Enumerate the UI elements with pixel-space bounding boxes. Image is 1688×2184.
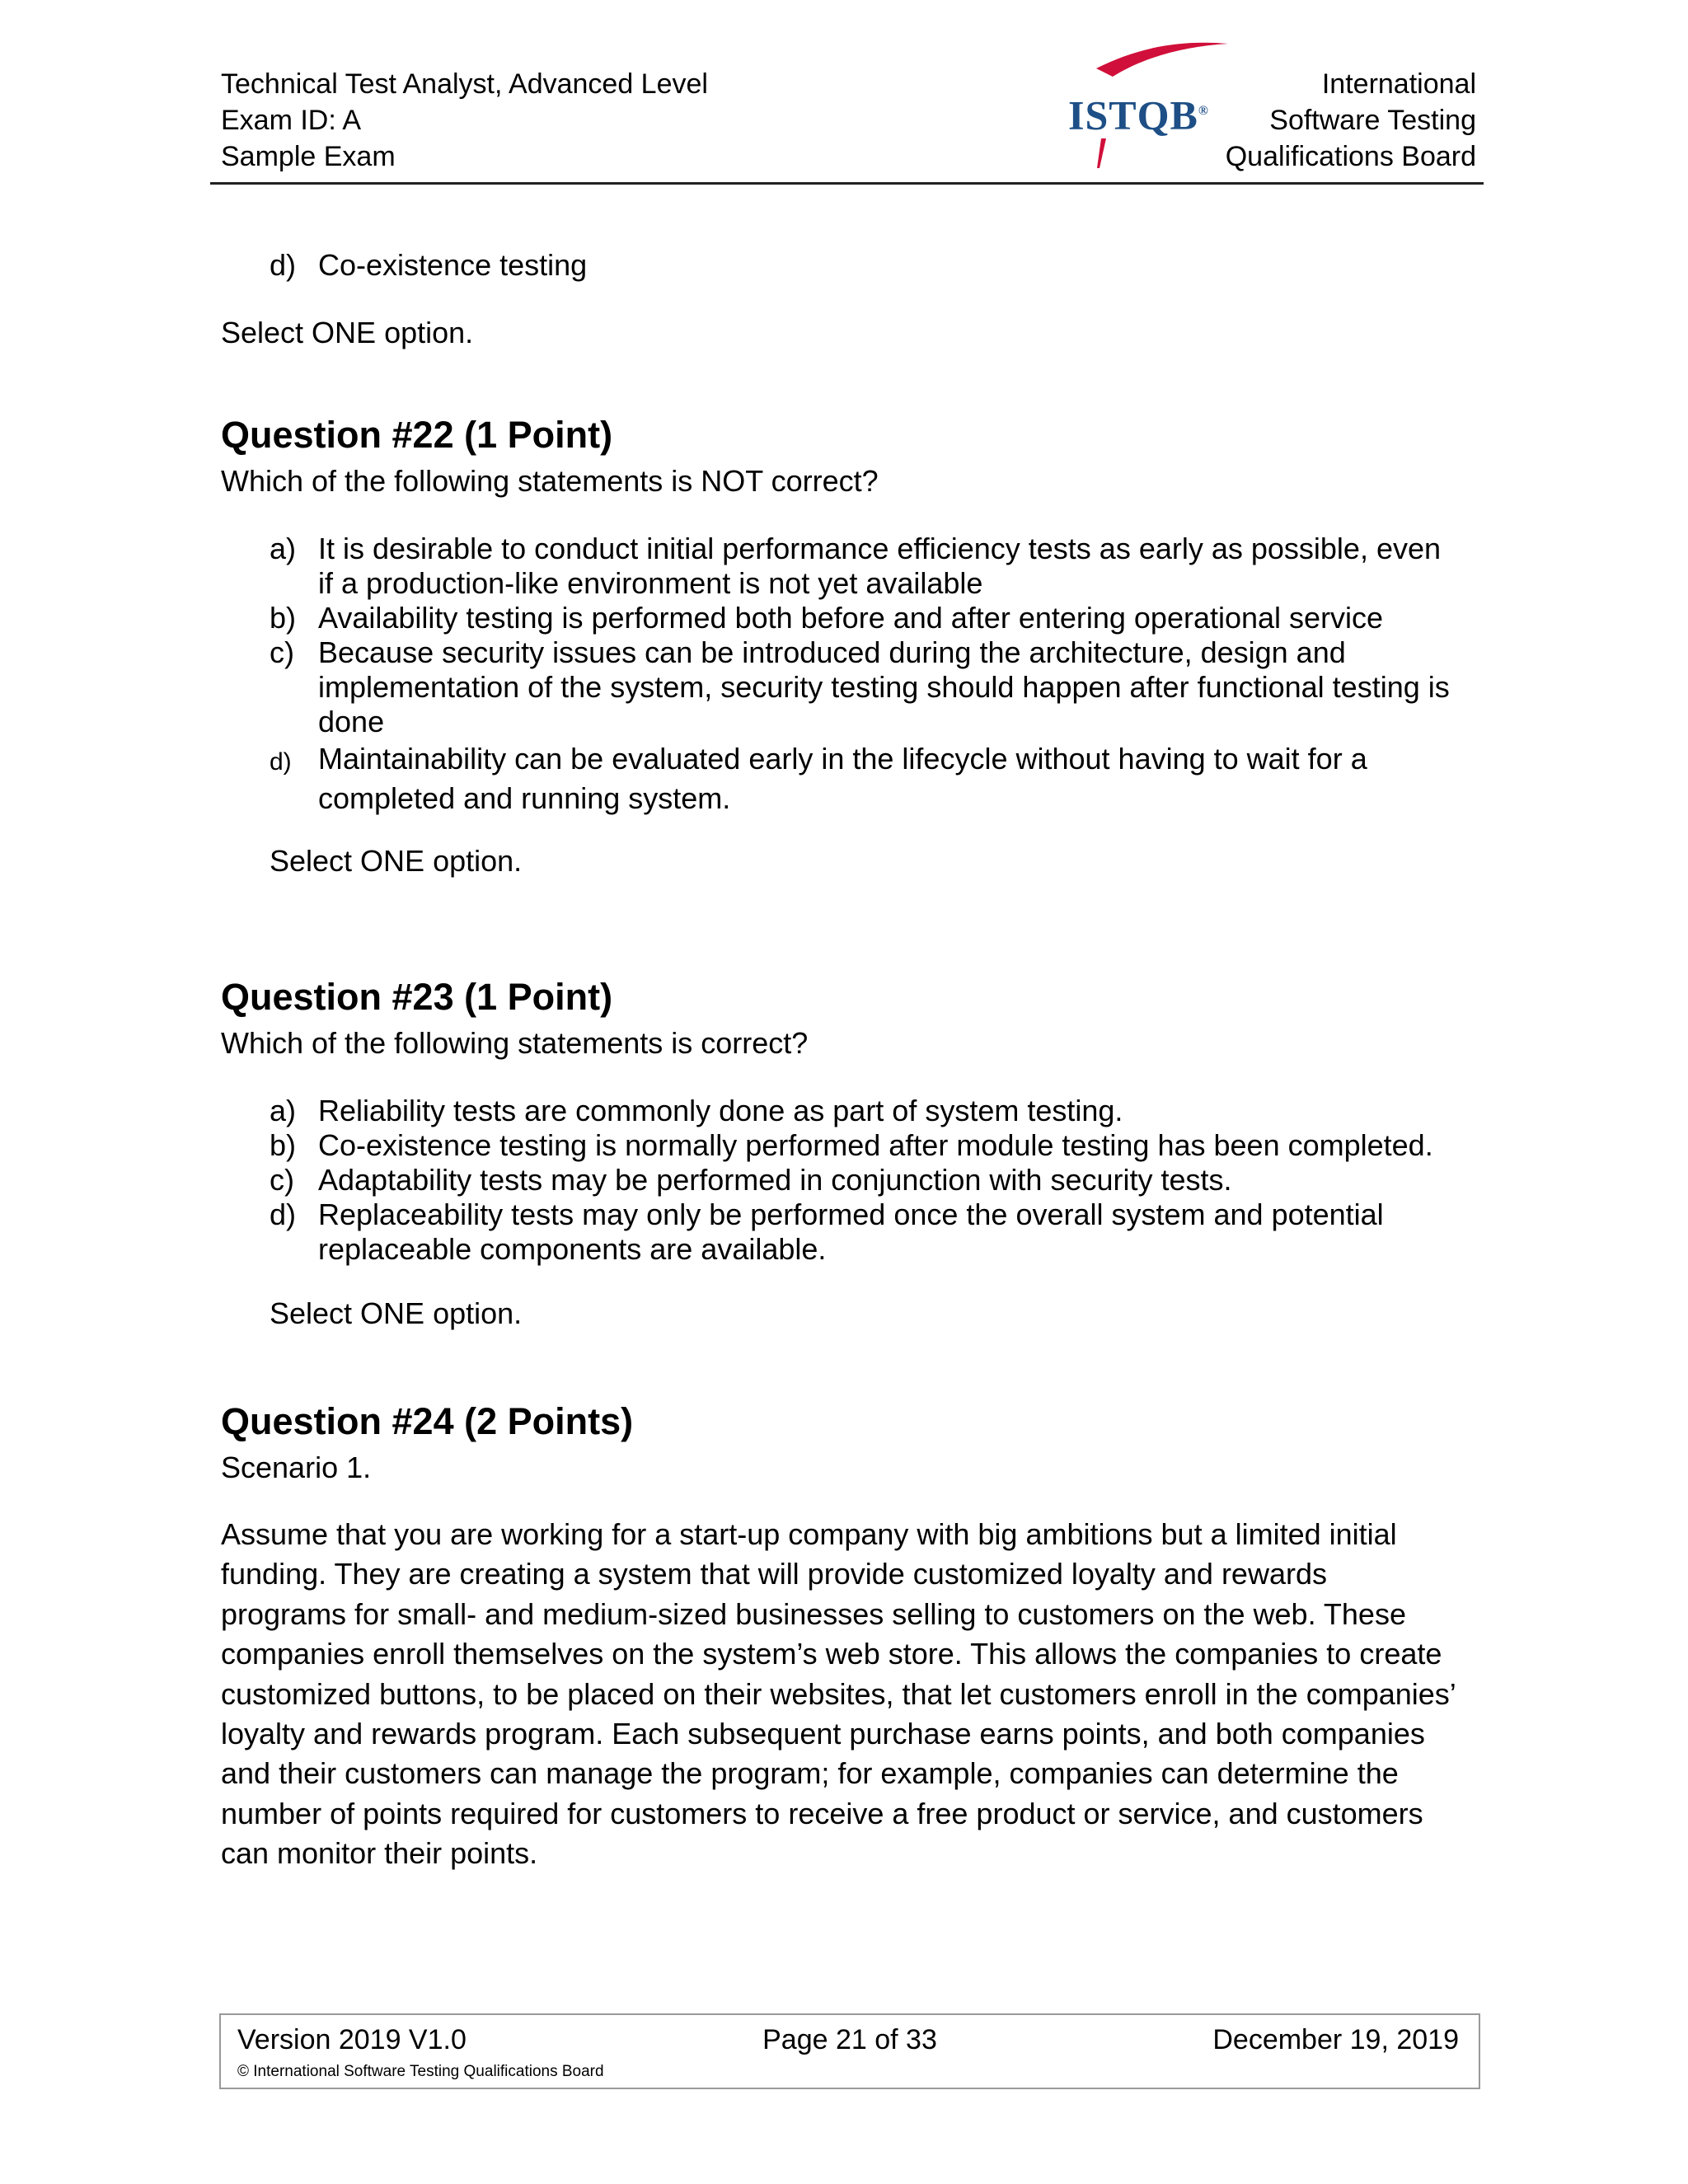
option-line: done: [318, 705, 385, 738]
option-label: d): [270, 748, 292, 776]
header-divider: [210, 182, 1484, 185]
header-exam-info: [221, 66, 708, 175]
paragraph-line: loyalty and rewards program. Each subsequent purchase earns points, and both companies: [221, 1717, 1425, 1751]
footer-date: December 19, 2019: [1212, 2024, 1459, 2055]
footer-version: Version 2019 V1.0: [237, 2024, 467, 2055]
scenario-label: Scenario 1.: [221, 1451, 372, 1484]
option-line: Because security issues can be introduced during the architecture, design and: [318, 635, 1346, 669]
option-text: Co-existence testing: [318, 248, 588, 282]
option-d: [270, 739, 1505, 818]
option-label: a): [270, 1094, 297, 1127]
header-board-name: [1226, 66, 1476, 175]
option-text: [318, 601, 1505, 635]
option-line: Adaptability tests may be performed in conjunction with security tests.: [318, 1163, 1232, 1197]
select-instruction: Select ONE option.: [270, 1296, 523, 1330]
question-23-options: [270, 1094, 1505, 1267]
header-line: International: [1321, 68, 1476, 100]
option-a: [270, 532, 1505, 601]
option-text: [318, 1094, 1505, 1128]
option-line: Reliability tests are commonly done as part of system testing.: [318, 1094, 1123, 1127]
option-label: a): [270, 532, 297, 565]
select-instruction: Select ONE option.: [270, 844, 523, 878]
option-label: c): [270, 635, 294, 669]
header-line: Qualifications Board: [1225, 141, 1476, 172]
paragraph-line: Assume that you are working for a start-up company with big ambitions but a limited initial: [221, 1517, 1397, 1551]
option-label: d): [270, 248, 297, 282]
option-text: [318, 635, 1505, 739]
option-text: [318, 532, 1505, 601]
option-b: [270, 1128, 1505, 1163]
option-line: implementation of the system, security testing should happen after functional testing is: [318, 670, 1450, 704]
question-22-options: [270, 532, 1505, 818]
question-22-title: Question #22 (1 Point): [221, 414, 613, 456]
option-line: completed and running system.: [318, 781, 731, 815]
option-text: [318, 739, 1505, 818]
option-line: Replaceability tests may only be performed once the overall system and potential: [318, 1197, 1384, 1231]
select-instruction: Select ONE option.: [221, 316, 474, 349]
option-line: if a production-like environment is not yet available: [318, 566, 983, 600]
paragraph-line: and their customers can manage the program; for example, companies can determine the: [221, 1756, 1399, 1791]
paragraph-line: funding. They are creating a system that will provide customized loyalty and rewards: [221, 1557, 1327, 1591]
option-line: Maintainability can be evaluated early in the lifecycle without having to wait for a: [318, 742, 1367, 776]
option-label: b): [270, 601, 297, 635]
option-label: d): [270, 1197, 297, 1231]
question-23-title: Question #23 (1 Point): [221, 976, 613, 1018]
option-text: [318, 1197, 1505, 1267]
option-line: It is desirable to conduct initial performance efficiency tests as early as possible, even: [318, 532, 1442, 565]
option-label: c): [270, 1163, 294, 1197]
option-text: [318, 1163, 1505, 1197]
istqb-logo-text: ISTQB®: [1068, 91, 1209, 138]
header-line: Exam ID: A: [221, 105, 362, 136]
page-footer: [219, 2013, 1480, 2089]
footer-page-number: Page 21 of 33: [762, 2024, 937, 2055]
header-line: Software Testing: [1269, 105, 1476, 136]
paragraph-line: companies enroll themselves on the system’s web store. This allows the companies to create: [221, 1637, 1442, 1671]
question-22-prompt: Which of the following statements is NOT correct?: [221, 464, 879, 498]
footer-copyright: © International Software Testing Qualifications Board: [237, 2063, 604, 2080]
option-d: [270, 1197, 1505, 1267]
paragraph-line: customized buttons, to be placed on their websites, that let customers enroll in the companies’: [221, 1676, 1456, 1711]
header-line: Technical Test Analyst, Advanced Level: [221, 68, 708, 100]
question-23-prompt: Which of the following statements is correct?: [221, 1026, 809, 1060]
paragraph-line: programs for small- and medium-sized businesses selling to customers on the web. These: [221, 1596, 1406, 1631]
option-label: b): [270, 1128, 297, 1162]
scenario-paragraph: [221, 1515, 1474, 1874]
option-c: [270, 1163, 1505, 1197]
header-line: Sample Exam: [221, 141, 396, 172]
option-line: replaceable components are available.: [318, 1232, 827, 1266]
option-a: [270, 1094, 1505, 1128]
option-c: [270, 635, 1505, 739]
paragraph-line: number of points required for customers to receive a free product or service, and customers: [221, 1796, 1423, 1830]
option-line: Availability testing is performed both before and after entering operational service: [318, 601, 1384, 635]
option-d: [270, 247, 587, 284]
option-b: [270, 601, 1505, 635]
option-line: Co-existence testing is normally performed after module testing has been completed.: [318, 1128, 1433, 1162]
paragraph-line: can monitor their points.: [221, 1836, 538, 1871]
question-24-title: Question #24 (2 Points): [221, 1400, 634, 1442]
option-text: [318, 1128, 1505, 1163]
